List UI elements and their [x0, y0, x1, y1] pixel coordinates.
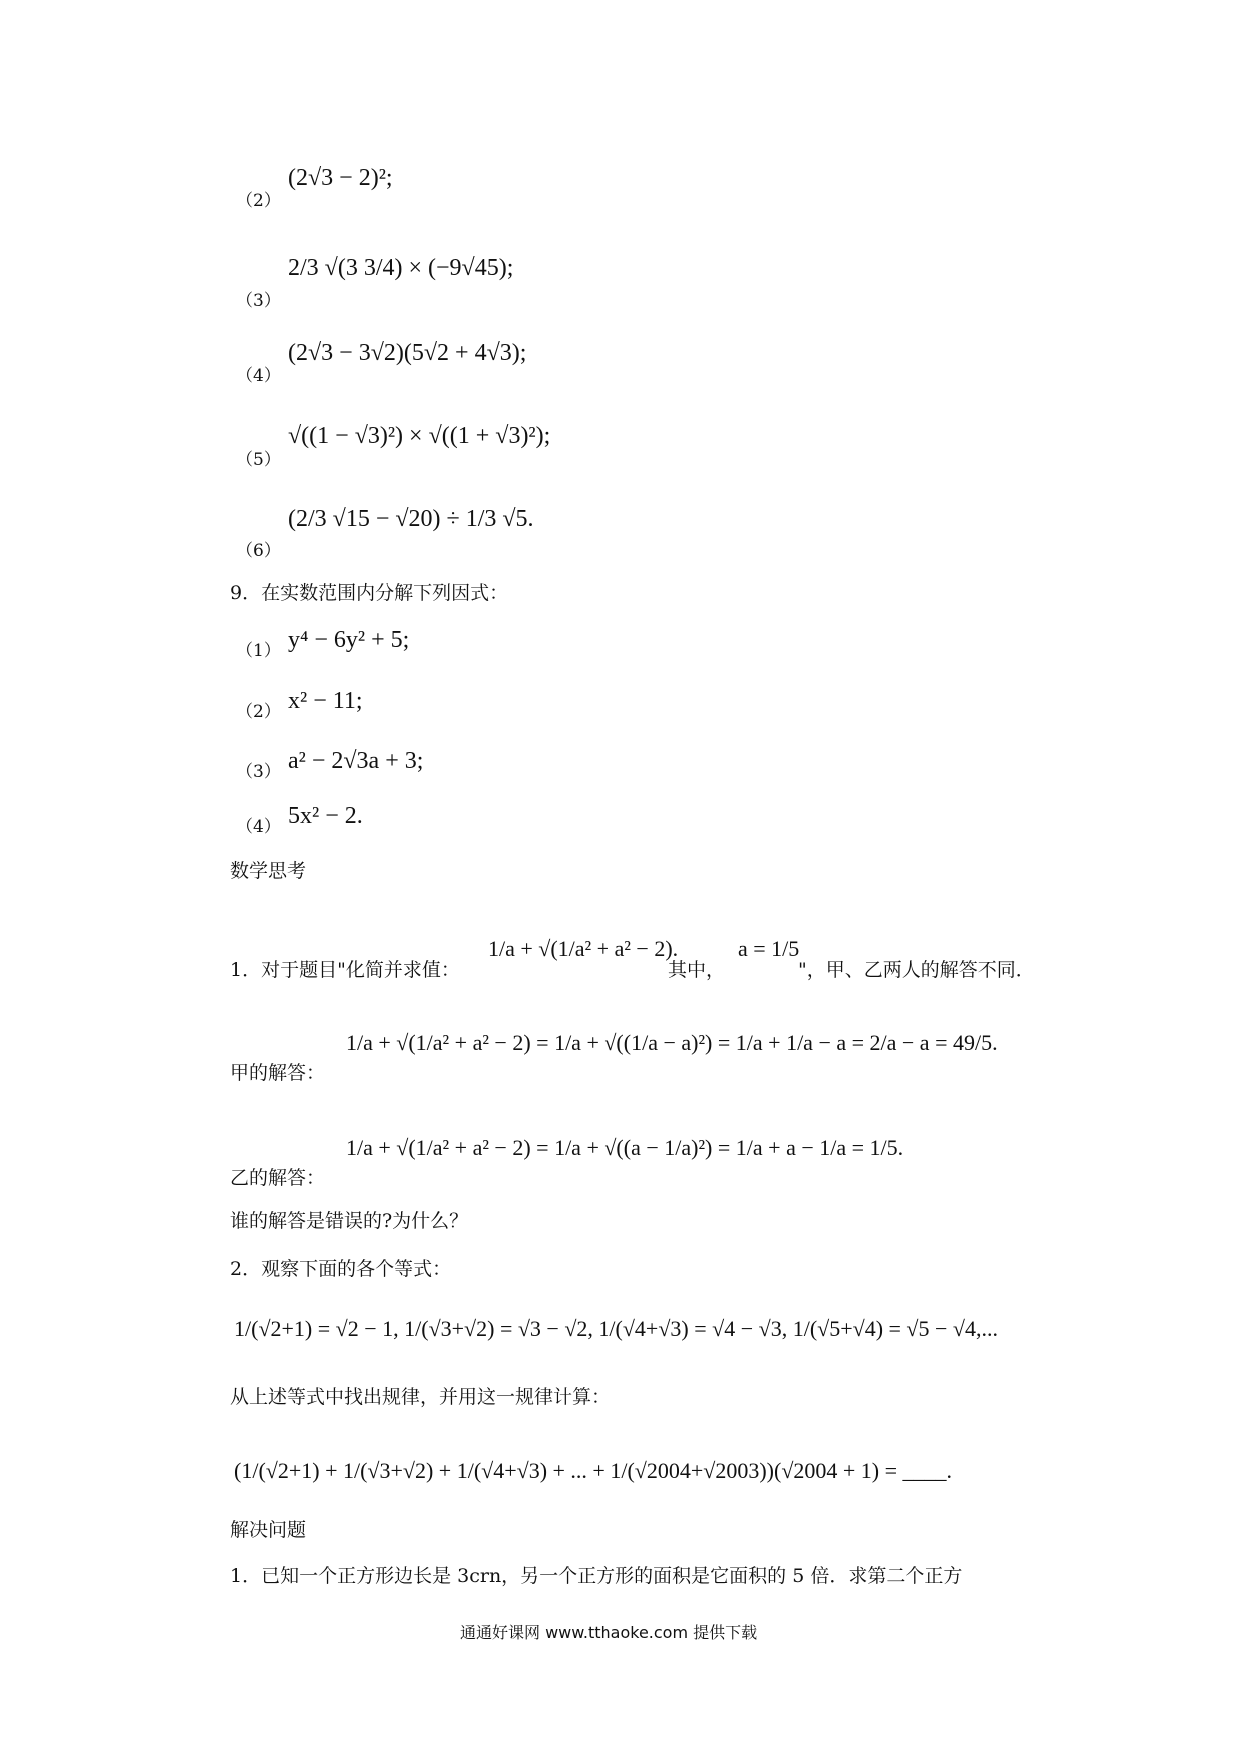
t1-cond: a = 1/5	[738, 936, 800, 961]
item8-6-label: （6）	[236, 541, 281, 561]
item8-2-label: （2）	[236, 191, 281, 211]
item8-3-expr: 2/3 √(3 3/4) × (−9√45);	[288, 255, 514, 281]
t2-calc: (1/(√2+1) + 1/(√3+√2) + 1/(√4+√3) + ... + 1/(√2004+√2003))(√2004 + 1) = ____.	[234, 1458, 953, 1483]
page-footer: 通通好课网 www.tthaoke.com 提供下载	[460, 1623, 758, 1642]
section-solve: 解决问题	[230, 1519, 307, 1541]
q9-1-label: （1）	[236, 641, 281, 661]
t2-eq: 1/(√2+1) = √2 − 1, 1/(√3+√2) = √3 − √2, 1/(√4+√3) = √4 − √3, 1/(√5+√4) = √5 − √4,...	[234, 1316, 998, 1341]
item8-3-label: （3）	[236, 291, 281, 311]
t1-question: 谁的解答是错误的?为什么？	[230, 1210, 469, 1232]
item8-2-expr: (2√3 − 2)²;	[288, 165, 393, 191]
item8-5-expr: √((1 − √3)²) × √((1 + √3)²);	[288, 423, 551, 449]
section-thinking: 数学思考	[230, 860, 307, 882]
q9-title: 9．在实数范围内分解下列因式：	[230, 582, 509, 604]
t1-jia-label: 甲的解答：	[230, 1062, 326, 1084]
q9-2-expr: x² − 11;	[288, 688, 363, 714]
t1-intro-b: 其中，	[668, 959, 726, 981]
t2-instr: 从上述等式中找出规律，并用这一规律计算：	[230, 1386, 611, 1408]
item8-4-label: （4）	[236, 366, 281, 386]
item8-4-expr: (2√3 − 3√2)(5√2 + 4√3);	[288, 340, 527, 366]
q9-4-expr: 5x² − 2.	[288, 803, 363, 829]
q9-1-expr: y⁴ − 6y² + 5;	[288, 627, 410, 653]
item8-6-expr: (2/3 √15 − √20) ÷ 1/3 √5.	[288, 506, 534, 532]
item8-5-label: （5）	[236, 450, 281, 470]
t1-yi-expr: 1/a + √(1/a² + a² − 2) = 1/a + √((a − 1/a)²) = 1/a + a − 1/a = 1/5.	[346, 1135, 904, 1160]
t1-intro-c: "，甲、乙两人的解答不同．	[798, 959, 1035, 981]
t1-yi-label: 乙的解答：	[230, 1167, 326, 1189]
t1-intro-a: 1．对于题目"化简并求值：	[230, 959, 460, 981]
t2-title: 2．观察下面的各个等式：	[230, 1258, 452, 1280]
q9-2-label: （2）	[236, 702, 281, 722]
q9-3-expr: a² − 2√3a + 3;	[288, 748, 424, 774]
t1-expr: 1/a + √(1/a² + a² − 2).	[488, 936, 679, 961]
q9-4-label: （4）	[236, 817, 281, 837]
q9-3-label: （3）	[236, 762, 281, 782]
t1-jia-expr: 1/a + √(1/a² + a² − 2) = 1/a + √((1/a − a)²) = 1/a + 1/a − a = 2/a − a = 49/5.	[346, 1030, 998, 1055]
solve-1: 1．已知一个正方形边长是 3crn，另一个正方形的面积是它面积的 5 倍．求第二个正方	[230, 1565, 963, 1587]
